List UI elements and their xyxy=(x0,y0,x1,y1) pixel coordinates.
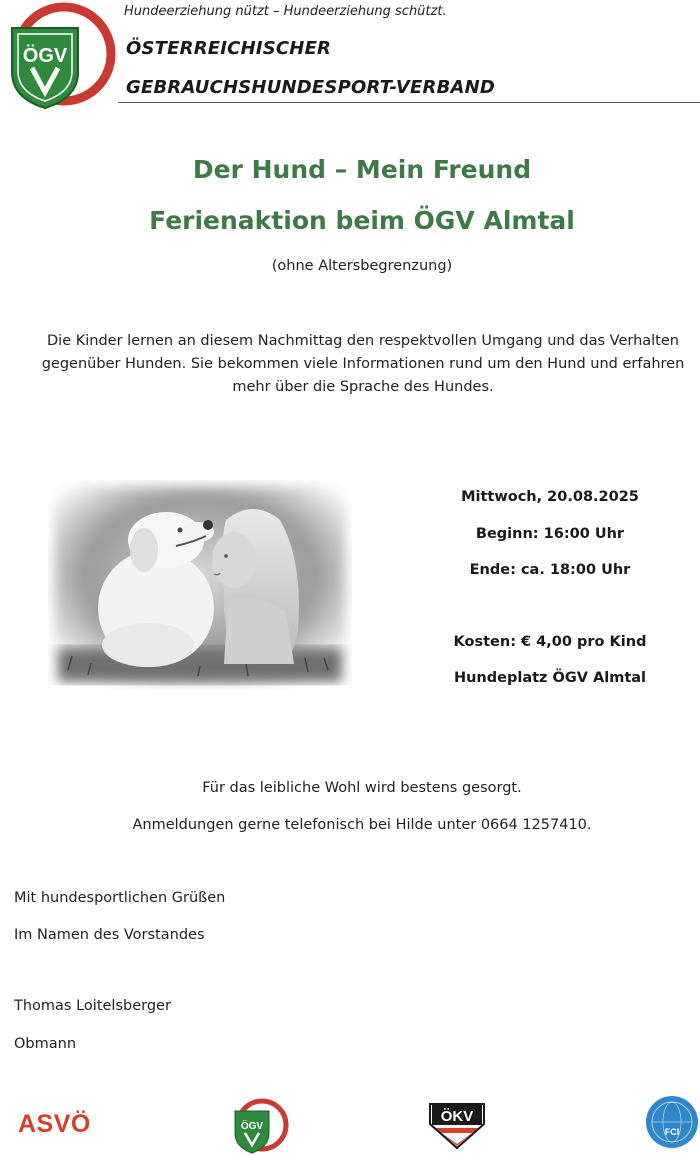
ogv-logo-small xyxy=(229,1097,289,1155)
asvo-logo: ASVÖ xyxy=(18,1110,91,1138)
signatory-role: Obmann xyxy=(14,1036,77,1052)
logo-small-text: ÖGV xyxy=(240,1121,264,1132)
fci-logo-text: FCI xyxy=(664,1127,680,1137)
food-note: Für das leibliche Wohl wird bestens gesorgt. xyxy=(202,780,522,796)
signatory-name: Thomas Loitelsberger xyxy=(14,998,171,1014)
event-date: Mittwoch, 20.08.2025 xyxy=(461,489,639,505)
logo-text: ÖGV xyxy=(22,45,68,67)
dog-and-girl-photo xyxy=(48,480,352,690)
event-end: Ende: ca. 18:00 Uhr xyxy=(469,562,631,578)
registration-note: Anmeldungen gerne telefonisch bei Hilde unter 0664 1257410. xyxy=(132,817,592,833)
tagline: Hundeerziehung nützt – Hundeerziehung schützt. xyxy=(124,4,447,19)
event-cost: Kosten: € 4,00 pro Kind xyxy=(453,634,647,650)
ogv-logo xyxy=(2,2,118,112)
closing-greeting: Mit hundesportlichen Grüßen xyxy=(14,890,226,906)
okv-logo-text: ÖKV xyxy=(440,1108,474,1125)
org-name-line1: ÖSTERREICHISCHER xyxy=(126,38,332,59)
event-location: Hundeplatz ÖGV Almtal xyxy=(453,670,647,686)
page-subtitle-heading: Ferienaktion beim ÖGV Almtal xyxy=(149,206,575,235)
intro-paragraph: Die Kinder lernen an diesem Nachmittag den respektvollen Umgang und das Verhalten gegenüber Hunden. Sie bekommen viele Informationen rund um den Hund und erfahren mehr über die Sprache des Hundes. xyxy=(41,333,685,395)
page-title: Der Hund – Mein Freund xyxy=(192,155,532,184)
okv-logo xyxy=(428,1100,486,1150)
age-note: (ohne Altersbegrenzung) xyxy=(271,258,453,274)
event-start: Beginn: 16:00 Uhr xyxy=(475,526,625,542)
closing-on-behalf: Im Namen des Vorstandes xyxy=(14,927,205,943)
org-name-line2: GEBRAUCHSHUNDESPORT-VERBAND xyxy=(126,77,496,98)
fci-logo xyxy=(645,1095,699,1149)
header-rule xyxy=(118,102,700,103)
